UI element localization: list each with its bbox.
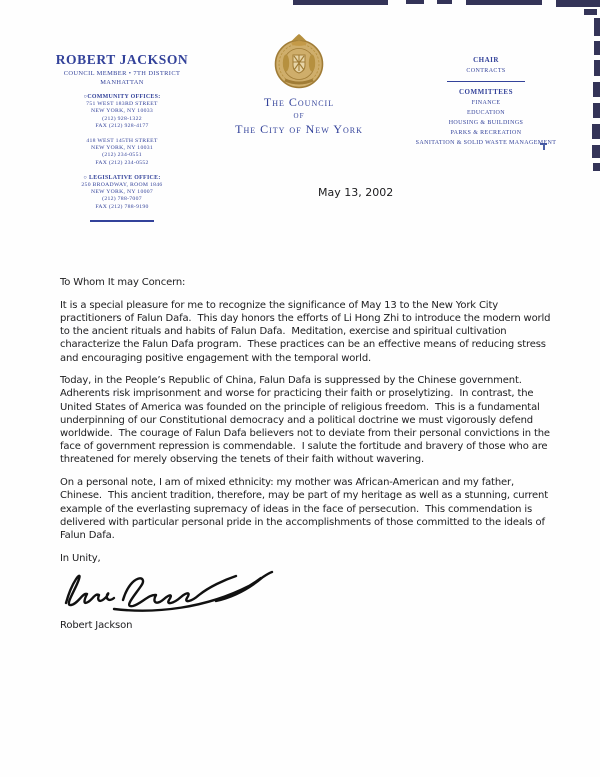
paragraph-2: Today, in the People’s Republic of China, Falun Dafa is suppressed by the Chinese government. Adherents risk imprisonment and worse for practicing their faith or proselytizing. In contrast, the United States of America was founded on the principle of religious freedom. This is a fundamental underpinning of our Constitutional democracy and a political doctrine we must vigorously defend worldwide. The courage of Falun Dafa believers not to deviate from their personal convictions in the face of government repression is commendable. I salute the fortitude and bravery of those who are threatened for merely observing the tenets of their faith without wavering. — [60, 375, 553, 466]
member-borough: MANHATTAN — [100, 79, 144, 86]
scan-mark — [406, 0, 424, 4]
right-column-divider — [447, 81, 525, 82]
committees-label: COMMITTEES — [458, 87, 513, 96]
scan-mark — [437, 0, 452, 4]
committee-item: SANITATION & SOLID WASTE MANAGEMENT — [415, 140, 557, 147]
office3-phone: (212) 788-7007 — [102, 196, 142, 203]
office1-city: NEW YORK, NY 10033 — [90, 108, 154, 115]
office1-street: 751 WEST 183RD STREET — [86, 101, 158, 108]
scan-mark — [592, 124, 600, 139]
committee-list — [408, 100, 564, 147]
scan-mark — [293, 0, 388, 5]
office2-city: NEW YORK, NY 10031 — [90, 145, 154, 152]
council-title-line3: The City of New York — [235, 122, 363, 136]
committee-item: FINANCE — [471, 99, 501, 106]
scan-mark — [593, 82, 600, 97]
committee-item: PARKS & RECREATION — [450, 130, 522, 137]
office2-fax: FAX (212) 234-0552 — [95, 159, 149, 166]
office2-street: 418 WEST 145TH STREET — [86, 138, 158, 145]
scan-mark — [594, 60, 600, 76]
legislative-office — [28, 175, 216, 211]
council-title-line1: The Council — [263, 95, 335, 109]
letter-date: May 13, 2002 — [318, 186, 394, 199]
committee-item: HOUSING & BUILDINGS — [448, 120, 524, 127]
office1-phone: (212) 928-1322 — [102, 115, 142, 122]
signature-name: Robert Jackson — [60, 620, 133, 632]
chair-label: CHAIR — [473, 56, 499, 64]
chair-committee: CONTRACTS — [466, 67, 506, 74]
community-offices-label: ○COMMUNITY OFFICES: — [83, 94, 161, 100]
office3-fax: FAX (212) 788-9190 — [95, 203, 149, 210]
community-office-2 — [28, 138, 216, 167]
signature-icon — [56, 567, 552, 617]
member-title: COUNCIL MEMBER • 7TH DISTRICT — [63, 70, 181, 77]
letterhead-right-column — [408, 56, 564, 146]
office2-phone: (212) 234-0551 — [102, 152, 142, 159]
letterhead-center — [224, 31, 374, 137]
member-name: ROBERT JACKSON — [55, 52, 189, 67]
paragraph-3: On a personal note, I am of mixed ethnicity: my mother was African-American and my father, Chinese. This ancient tradition, therefore, may be part of my heritage as well as a stunning, current example of the everlasting supremacy of ideas in the face of persecution. This commendation is delivered with particular personal pride in the accomplishments of those committed to the ideals of Falun Dafa. — [60, 477, 551, 541]
scan-mark — [584, 9, 597, 15]
office3-street: 250 BROADWAY, ROOM 1846 — [81, 182, 163, 189]
office3-city: NEW YORK, NY 10007 — [90, 189, 154, 196]
left-column-divider — [90, 220, 154, 222]
paragraph-1: It is a special pleasure for me to recognize the significance of May 13 to the New York City practitioners of Falun Dafa. This day honors the efforts of Li Hong Zhi to introduce the modern world to the ancient rituals and habits of Falun Dafa. Meditation, exercise and spiritual cultivation characterize the Falun Dafa program. These practices can be an effective means of reducing stress and encouraging positive engagement with the temporal world. — [60, 299, 554, 364]
office1-fax: FAX (212) 928-4177 — [95, 122, 149, 129]
scan-mark — [594, 18, 600, 36]
council-title-line2: of — [293, 111, 305, 121]
legislative-office-label: ○ LEGISLATIVE OFFICE: — [83, 174, 161, 181]
closing: In Unity, — [60, 552, 101, 564]
scan-mark — [593, 103, 600, 118]
letterhead-left-column — [28, 52, 216, 222]
scan-mark — [592, 145, 600, 158]
nyc-council-seal-icon — [265, 31, 333, 94]
scan-mark — [593, 163, 600, 171]
letter-body — [60, 276, 552, 632]
scan-mark — [466, 0, 542, 5]
community-offices — [28, 94, 216, 130]
salutation: To Whom It may Concern: — [60, 277, 186, 288]
committee-item: EDUCATION — [467, 109, 505, 116]
scan-mark — [556, 0, 600, 7]
scan-mark — [594, 41, 600, 55]
